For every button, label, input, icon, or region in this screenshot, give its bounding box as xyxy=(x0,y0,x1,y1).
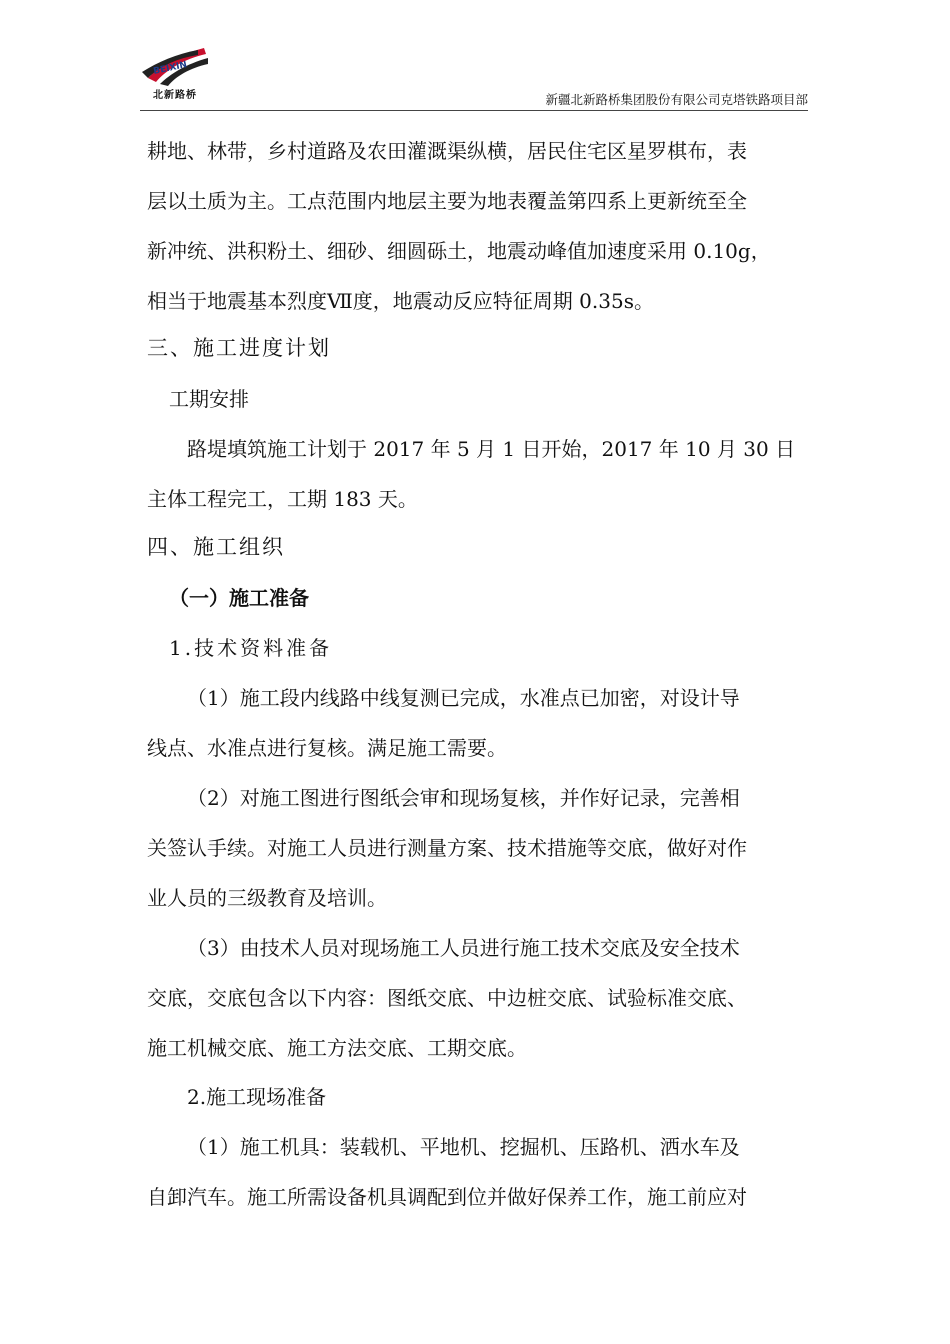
body-line: 线点、水准点进行复核。满足施工需要。 xyxy=(147,736,507,760)
logo-text: 北新路桥 xyxy=(153,90,197,101)
subsection-schedule: 工期安排 xyxy=(169,387,249,411)
section-heading-3: 三、施工进度计划 xyxy=(147,336,331,360)
body-line: 新冲统、洪积粉土、细砂、细圆砾土，地震动峰值加速度采用 0.10g， xyxy=(147,239,771,263)
body-line: 相当于地震基本烈度Ⅶ度，地震动反应特征周期 0.35s。 xyxy=(147,289,654,313)
header-divider xyxy=(140,110,808,111)
header-company-name: 新疆北新路桥集团股份有限公司克塔铁路项目部 xyxy=(545,92,808,107)
body-line: （1）施工机具：装载机、平地机、挖掘机、压路机、洒水车及 xyxy=(187,1135,740,1159)
svg-text:BEIXIN: BEIXIN xyxy=(152,60,189,77)
body-line: 层以土质为主。工点范围内地层主要为地表覆盖第四系上更新统至全 xyxy=(147,189,747,213)
logo-emblem-icon xyxy=(140,44,210,86)
body-line: 路堤填筑施工计划于 2017 年 5 月 1 日开始，2017 年 10 月 30 日 xyxy=(187,437,796,461)
item-heading-technical: 1.技术资料准备 xyxy=(169,636,333,660)
subsection-heading-preparation: （一）施工准备 xyxy=(169,586,309,610)
body-line: 交底，交底包含以下内容：图纸交底、中边桩交底、试验标准交底、 xyxy=(147,986,747,1010)
body-line: 自卸汽车。施工所需设备机具调配到位并做好保养工作，施工前应对 xyxy=(147,1185,747,1209)
body-line: （2）对施工图进行图纸会审和现场复核，并作好记录，完善相 xyxy=(187,786,740,810)
body-line: 耕地、林带，乡村道路及农田灌溉渠纵横，居民住宅区星罗棋布，表 xyxy=(147,139,747,163)
section-heading-4: 四、施工组织 xyxy=(147,535,285,559)
company-logo xyxy=(140,44,210,102)
body-line: （3）由技术人员对现场施工人员进行施工技术交底及安全技术 xyxy=(187,936,740,960)
body-line: 关签认手续。对施工人员进行测量方案、技术措施等交底，做好对作 xyxy=(147,836,747,860)
item-heading-site: 2.施工现场准备 xyxy=(187,1085,327,1109)
body-line: 业人员的三级教育及培训。 xyxy=(147,886,387,910)
body-line: （1）施工段内线路中线复测已完成，水准点已加密，对设计导 xyxy=(187,686,740,710)
body-line: 施工机械交底、施工方法交底、工期交底。 xyxy=(147,1036,527,1060)
body-line: 主体工程完工，工期 183 天。 xyxy=(147,487,418,511)
